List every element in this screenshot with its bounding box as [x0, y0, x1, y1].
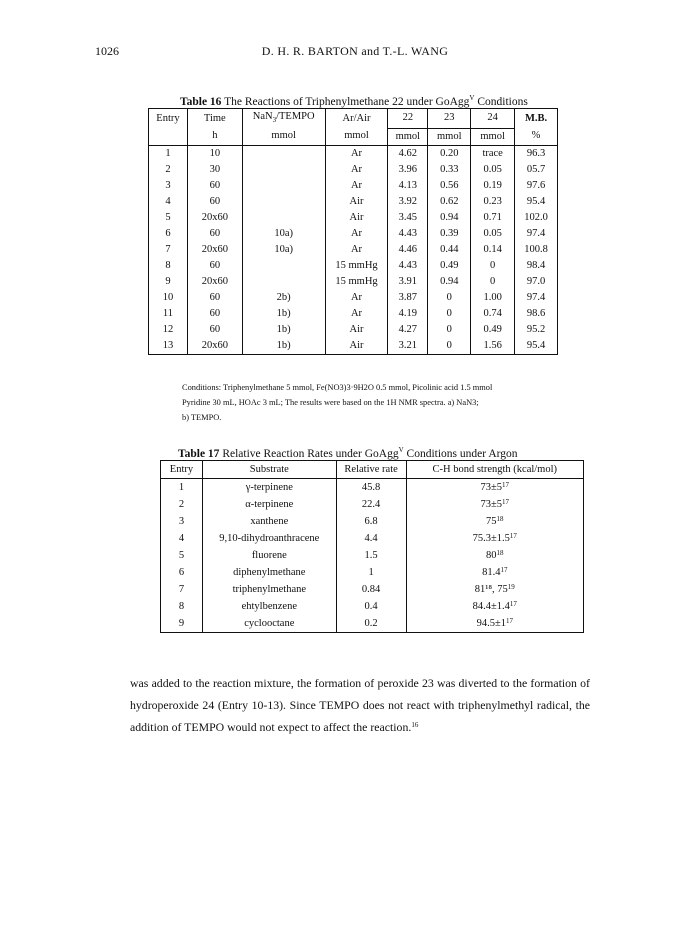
table16-cell: Ar	[325, 226, 388, 242]
table17-cell	[406, 564, 583, 581]
table17	[160, 460, 584, 633]
table17-cell	[406, 496, 583, 513]
table16-cell: 95.4	[515, 194, 558, 210]
table16-cell	[242, 210, 325, 226]
table17-label: Table 17	[178, 448, 220, 460]
table16-cell: 0.33	[428, 162, 471, 178]
bond-strength-value: 84.4±1.4	[472, 601, 510, 612]
table16-header-cell: Entry	[149, 109, 188, 129]
table17-cell: 0.84	[336, 581, 406, 598]
table16-cell: 102.0	[515, 210, 558, 226]
table17-header-cell: Substrate	[202, 461, 336, 479]
table16-cell: 60	[187, 322, 242, 338]
table17-cell: 8	[178, 601, 185, 612]
table16-cell: 4.13	[388, 178, 428, 194]
table16-cell: 11	[162, 307, 174, 319]
table17-cell: 9,10-dihydroanthracene	[202, 530, 336, 547]
table16-units-cell: h	[187, 128, 242, 145]
table16-cell: 4.43	[388, 258, 428, 274]
table17-cell: 4	[178, 533, 185, 544]
table16-row	[149, 145, 558, 162]
bond-strength-ref: 17	[500, 566, 508, 574]
table17-cell: 0.4	[336, 598, 406, 615]
table17-title-sup: V	[398, 446, 404, 454]
table17-row	[161, 564, 584, 581]
table16-cell: 2	[165, 163, 171, 175]
table16-cell: 0.49	[428, 258, 471, 274]
table16-cell: 0.56	[428, 178, 471, 194]
bond-strength-value: 73±5	[480, 499, 503, 510]
bond-strength-ref: 18	[496, 549, 504, 557]
table16-title: The Reactions of Triphenylmethane 22 under GoAgg	[224, 96, 470, 108]
table16-units-cell: %	[515, 128, 558, 145]
table17-cell	[406, 581, 583, 598]
table16-row	[149, 290, 558, 306]
table16-cell: 0	[428, 290, 471, 306]
table17-header-cell: C-H bond strength (kcal/mol)	[406, 461, 583, 479]
table16-cell: 4.46	[388, 242, 428, 258]
table16-cell: 97.4	[515, 226, 558, 242]
table16-cell: 0.14	[471, 242, 515, 258]
table16-header-cell: M.B.	[515, 109, 558, 129]
table16-row	[149, 306, 558, 322]
table16-cell: Ar	[325, 306, 388, 322]
table16-cell: 60	[187, 290, 242, 306]
table17-cell	[406, 547, 583, 564]
table16-cell: 3.92	[388, 194, 428, 210]
table16-row	[149, 242, 558, 258]
table16-cell: 0	[428, 322, 471, 338]
bond-strength-value: 75	[486, 516, 497, 527]
bond-strength-value: 81.4	[482, 567, 501, 578]
bond-strength-ref: 18	[496, 515, 504, 523]
table16-cell: 60	[187, 258, 242, 274]
footnote-line: Conditions: Triphenylmethane 5 mmol, Fe(NO3)3·9H2O 0.5 mmol, Picolinic acid 1.5 mmol	[182, 383, 493, 392]
table16-label: Table 16	[180, 96, 222, 108]
table17-cell: fluorene	[202, 547, 336, 564]
table16-header-cell: 23	[428, 109, 471, 129]
running-head: D. H. R. BARTON and T.-L. WANG	[261, 44, 449, 58]
table16-caption	[180, 96, 528, 108]
table17-cell	[406, 513, 583, 530]
table17-row	[161, 530, 584, 547]
table16-cell: Ar	[325, 290, 388, 306]
table16-cell	[242, 145, 325, 162]
table16	[148, 108, 558, 355]
table16-title-end: Conditions	[474, 96, 528, 108]
table16-cell: 4.43	[388, 226, 428, 242]
table16-cell: 3.21	[388, 338, 428, 355]
table16-cell: 0	[428, 306, 471, 322]
bond-strength-ref: 17	[502, 498, 510, 506]
table16-cell: 0.39	[428, 226, 471, 242]
table16-cell	[242, 194, 325, 210]
table17-cell: 1	[178, 482, 185, 493]
table16-cell: 15 mmHg	[325, 274, 388, 290]
table16-cell	[242, 178, 325, 194]
paragraph-ref: 16	[411, 721, 419, 729]
table17-row	[161, 547, 584, 564]
table16-cell: 05.7	[515, 162, 558, 178]
table16-cell: 0.23	[471, 194, 515, 210]
table16-cell: 95.4	[515, 338, 558, 355]
table16-units-row	[149, 128, 558, 145]
table17-cell: 9	[178, 618, 185, 629]
table17-header-cell: Entry	[161, 461, 203, 479]
table16-cell: 10	[187, 145, 242, 162]
table17-cell	[406, 598, 583, 615]
table16-header-cell	[242, 109, 325, 129]
table17-cell: ehtylbenzene	[202, 598, 336, 615]
table16-cell: 13	[162, 339, 174, 351]
table16-cell: 1.56	[471, 338, 515, 355]
table16-cell: 5	[165, 211, 171, 223]
table16-cell: 12	[162, 323, 174, 335]
table16-body	[149, 145, 558, 354]
table16-header-cell: Ar/Air	[325, 109, 388, 129]
table16-row	[149, 194, 558, 210]
table16-cell: 0	[471, 258, 515, 274]
table16-cell: 6	[165, 227, 171, 239]
bond-strength-value: 75.3±1.5	[472, 533, 510, 544]
table16-cell: 4.19	[388, 306, 428, 322]
bond-strength-ref: 17	[505, 617, 513, 625]
table17-row	[161, 479, 584, 497]
table16-cell: 1b)	[242, 322, 325, 338]
table17-row	[161, 598, 584, 615]
table16-title-sup: V	[469, 94, 475, 102]
table17-cell: 2	[178, 499, 185, 510]
table16-header-row	[149, 109, 558, 129]
table16-cell: 60	[187, 178, 242, 194]
table16-cell: 0	[471, 274, 515, 290]
table16-cell: 20x60	[187, 274, 242, 290]
table16-cell: 0.49	[471, 322, 515, 338]
table16-row	[149, 162, 558, 178]
table16-cell	[242, 258, 325, 274]
table16-header-text: /TEMPO	[276, 111, 315, 122]
table16-cell: 97.0	[515, 274, 558, 290]
table17-cell	[406, 530, 583, 547]
bond-strength-ref: 17	[509, 600, 517, 608]
footnote-line: b) TEMPO.	[182, 413, 222, 422]
table16-cell: 8	[165, 259, 171, 271]
table16-cell: 60	[187, 306, 242, 322]
table16-row	[149, 258, 558, 274]
table17-cell: 3	[178, 516, 185, 527]
table16-units-cell: mmol	[471, 128, 515, 145]
table17-cell: xanthene	[202, 513, 336, 530]
bond-strength-ref: 17	[502, 481, 510, 489]
table16-cell: 1b)	[242, 306, 325, 322]
table16-header-cell: Time	[187, 109, 242, 129]
table16-cell: 3	[165, 179, 171, 191]
table17-title-end: Conditions under Argon	[403, 448, 518, 460]
bond-strength-value: 80	[486, 550, 497, 561]
table16-cell: 60	[187, 226, 242, 242]
table16-row	[149, 210, 558, 226]
table17-cell	[406, 615, 583, 633]
table17-cell: 1	[336, 564, 406, 581]
table16-cell: Ar	[325, 162, 388, 178]
table17-cell: α-terpinene	[202, 496, 336, 513]
table17-cell: 7	[178, 584, 185, 595]
table16-cell: 30	[187, 162, 242, 178]
table17-cell: 0.2	[336, 615, 406, 633]
table16-cell: 96.3	[515, 145, 558, 162]
table16-cell: 95.2	[515, 322, 558, 338]
bond-strength-value: 94.5±1	[476, 618, 506, 629]
table16-cell: Air	[325, 194, 388, 210]
bond-strength-value: 73±5	[480, 482, 503, 493]
table16-footnote	[182, 380, 582, 425]
table16-cell: 3.45	[388, 210, 428, 226]
table16-cell: Ar	[325, 145, 388, 162]
table16-cell: 0.44	[428, 242, 471, 258]
bond-strength-ref: 17	[509, 532, 517, 540]
table16-header-cell: 22	[388, 109, 428, 129]
table17-cell: 4.4	[336, 530, 406, 547]
table17-row	[161, 615, 584, 633]
table17-cell	[406, 479, 583, 497]
table16-cell: 10	[162, 291, 174, 303]
table16-cell: 0.05	[471, 226, 515, 242]
table16-units-cell: mmol	[242, 128, 325, 145]
table16-cell: 3.87	[388, 290, 428, 306]
table16-cell: 98.6	[515, 306, 558, 322]
table17-cell: cyclooctane	[202, 615, 336, 633]
table17-cell: 5	[178, 550, 185, 561]
table16-units-cell: mmol	[325, 128, 388, 145]
table16-cell: 0.71	[471, 210, 515, 226]
table16-cell: Ar	[325, 178, 388, 194]
table16-header-cell: 24	[471, 109, 515, 129]
bond-strength-ref: 19	[507, 583, 515, 591]
table17-cell: 6.8	[336, 513, 406, 530]
table16-header-text: NaN	[252, 111, 273, 122]
bond-strength-value: 81¹⁸, 75	[474, 584, 508, 595]
body-paragraph	[130, 672, 590, 738]
table16-cell: 15 mmHg	[325, 258, 388, 274]
table16-units-cell: mmol	[388, 128, 428, 145]
table16-cell: 20x60	[187, 210, 242, 226]
table17-header-cell: Relative rate	[336, 461, 406, 479]
table16-cell: 2b)	[242, 290, 325, 306]
table16-cell: 97.6	[515, 178, 558, 194]
table16-cell: 4	[165, 195, 171, 207]
table16-cell: 4.27	[388, 322, 428, 338]
table16-cell	[242, 274, 325, 290]
table16-cell: 20x60	[187, 338, 242, 355]
table16-row	[149, 226, 558, 242]
table16-cell: Air	[325, 322, 388, 338]
table16-cell: 9	[165, 275, 171, 287]
table16-cell: 3.91	[388, 274, 428, 290]
table16-cell: 10a)	[242, 226, 325, 242]
table16-row	[149, 322, 558, 338]
table16-cell: 7	[165, 243, 171, 255]
table16-cell: 4.62	[388, 145, 428, 162]
table16-cell: trace	[471, 145, 515, 162]
table17-row	[161, 581, 584, 598]
table17-row	[161, 496, 584, 513]
table16-units-cell	[149, 128, 188, 145]
table17-cell: 1.5	[336, 547, 406, 564]
table17-title: Relative Reaction Rates under GoAgg	[222, 448, 399, 460]
page-header	[95, 44, 615, 60]
table16-cell: 0.20	[428, 145, 471, 162]
table16-cell: 1	[165, 147, 171, 159]
table16-cell: Ar	[325, 242, 388, 258]
table16-cell: 0.94	[428, 210, 471, 226]
table16-row	[149, 178, 558, 194]
table17-header-row	[161, 461, 584, 479]
table16-cell: 97.4	[515, 290, 558, 306]
table16-cell: 3.96	[388, 162, 428, 178]
table16-cell: 0	[428, 338, 471, 355]
table17-cell: 6	[178, 567, 185, 578]
table16-cell: Air	[325, 210, 388, 226]
table16-row	[149, 274, 558, 290]
table16-cell: 20x60	[187, 242, 242, 258]
page-number: 1026	[95, 44, 119, 58]
table16-units-cell: mmol	[428, 128, 471, 145]
table17-cell: 45.8	[336, 479, 406, 497]
table16-cell: 1b)	[242, 338, 325, 355]
table16-cell: 98.4	[515, 258, 558, 274]
table16-cell: 0.05	[471, 162, 515, 178]
table17-cell: γ-terpinene	[202, 479, 336, 497]
table16-cell: 0.62	[428, 194, 471, 210]
table16-header-sub: 3	[272, 116, 277, 125]
table16-cell: Air	[325, 338, 388, 355]
table16-row	[149, 338, 558, 355]
table16-cell: 0.74	[471, 306, 515, 322]
table17-cell: diphenylmethane	[202, 564, 336, 581]
table16-cell	[242, 162, 325, 178]
table16-cell: 10a)	[242, 242, 325, 258]
table16-cell: 0.19	[471, 178, 515, 194]
table16-cell: 1.00	[471, 290, 515, 306]
paragraph-text: was added to the reaction mixture, the formation of peroxide 23 was diverted to the formation of hydroperoxide 24 (Entry 10-13). Since TEMPO does not react with triphenylmethyl radical, the addition of TEMPO would not expect to affect the reaction.	[130, 676, 590, 734]
table16-cell: 100.8	[515, 242, 558, 258]
table17-row	[161, 513, 584, 530]
footnote-line: Pyridine 30 mL, HOAc 3 mL; The results were based on the 1H NMR spectra. a) NaN3;	[182, 398, 479, 407]
table17-body	[161, 479, 584, 633]
table17-cell: 22.4	[336, 496, 406, 513]
table17-cell: triphenylmethane	[202, 581, 336, 598]
table17-caption	[178, 448, 518, 460]
table16-cell: 0.94	[428, 274, 471, 290]
table16-cell: 60	[187, 194, 242, 210]
